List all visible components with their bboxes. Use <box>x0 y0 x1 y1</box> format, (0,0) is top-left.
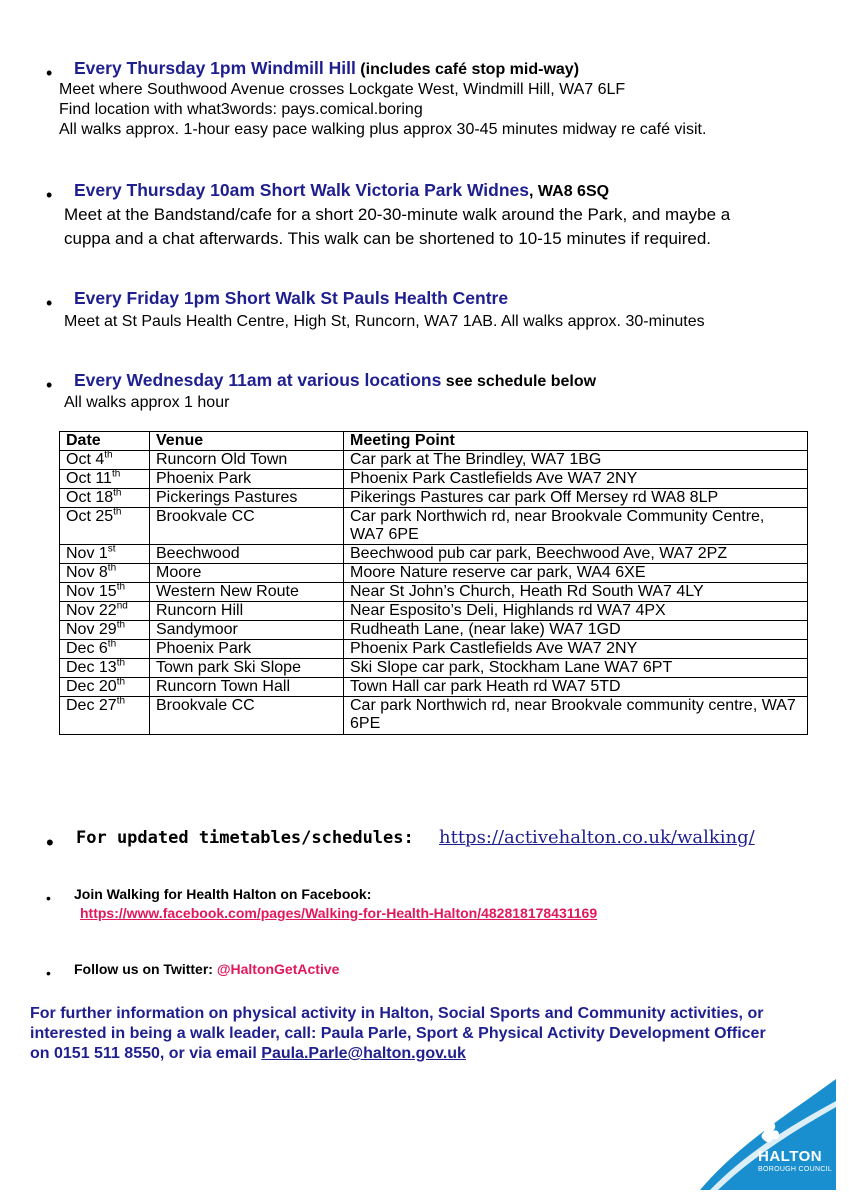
walk-2-line: cuppa and a chat afterwards. This walk can be shortened to 10-15 minutes if required. <box>64 229 712 248</box>
twitter-handle[interactable]: @HaltonGetActive <box>216 961 340 977</box>
table-row <box>60 583 808 602</box>
logo-subtitle: BOROUGH COUNCIL <box>758 1166 833 1173</box>
walk-1-line: Meet where Southwood Avenue crosses Lockgate West, Windmill Hill, WA7 6LF <box>59 81 626 98</box>
meeting-cell: Town Hall car park Heath rd WA7 5TD <box>344 678 808 697</box>
date-cell: Oct 18th <box>60 489 150 508</box>
table-row <box>60 451 808 470</box>
table-row <box>60 602 808 621</box>
walk-2-line: Meet at the Bandstand/cafe for a short 20-30-minute walk around the Park, and maybe a <box>64 205 731 224</box>
date-cell: Dec 27th <box>60 697 150 735</box>
twitter-label: Follow us on Twitter: <box>74 961 217 977</box>
walk-4-line: All walks approx 1 hour <box>64 394 230 411</box>
facebook-link[interactable]: https://www.facebook.com/pages/Walking-for-Health-Halton/482818178431169 <box>80 905 598 921</box>
walk-2-heading <box>74 180 609 201</box>
venue-cell: Phoenix Park <box>150 640 344 659</box>
walk-3-title: Every Friday 1pm Short Walk St Pauls Health Centre <box>74 288 509 308</box>
walk-3-line: Meet at St Pauls Health Centre, High St, Runcorn, WA7 1AB. All walks approx. 30-minutes <box>64 313 705 330</box>
walk-3-details <box>64 312 824 332</box>
table-row <box>60 545 808 564</box>
date-cell: Nov 22nd <box>60 602 150 621</box>
table-header-row <box>60 432 808 451</box>
bullet: • <box>46 185 53 205</box>
table-row <box>60 640 808 659</box>
meeting-cell: Moore Nature reserve car park, WA4 6XE <box>344 564 808 583</box>
meeting-cell: Ski Slope car park, Stockham Lane WA7 6PT <box>344 659 808 678</box>
bullet: • <box>46 375 53 395</box>
meeting-cell: Car park at The Brindley, WA7 1BG <box>344 451 808 470</box>
date-cell: Nov 15th <box>60 583 150 602</box>
meeting-cell: Rudheath Lane, (near lake) WA7 1GD <box>344 621 808 640</box>
contact-email-link[interactable]: Paula.Parle@halton.gov.uk <box>261 1045 466 1062</box>
header-date: Date <box>60 432 150 451</box>
table-row <box>60 489 808 508</box>
venue-cell: Sandymoor <box>150 621 344 640</box>
facebook-label: Join Walking for Health Halton on Facebook: <box>74 886 372 902</box>
schedule-table <box>59 431 808 735</box>
logo-name: HALTON <box>758 1148 823 1165</box>
venue-cell: Runcorn Hill <box>150 602 344 621</box>
table-row <box>60 697 808 735</box>
halton-logo <box>700 1073 836 1190</box>
walk-1-line: Find location with what3words: pays.comical.boring <box>59 101 423 118</box>
meeting-cell: Car park Northwich rd, near Brookvale community centre, WA7 6PE <box>344 697 808 735</box>
date-cell: Dec 6th <box>60 640 150 659</box>
walk-4-title: Every Wednesday 11am at various locations <box>74 370 442 390</box>
venue-cell: Brookvale CC <box>150 697 344 735</box>
walk-2-suffix: , WA8 6SQ <box>529 183 610 200</box>
meeting-cell: Phoenix Park Castlefields Ave WA7 2NY <box>344 640 808 659</box>
meeting-cell: Near Esposito’s Deli, Highlands rd WA7 4PX <box>344 602 808 621</box>
walk-1-heading <box>74 58 579 79</box>
date-cell: Oct 25th <box>60 508 150 545</box>
timetables-label: For updated timetables/schedules: <box>76 828 414 848</box>
venue-cell: Runcorn Town Hall <box>150 678 344 697</box>
twitter-line <box>74 961 339 977</box>
walk-1-title: Every Thursday 1pm Windmill Hill <box>74 58 356 78</box>
venue-cell: Brookvale CC <box>150 508 344 545</box>
table-row <box>60 564 808 583</box>
walk-2-details <box>64 203 824 251</box>
venue-cell: Town park Ski Slope <box>150 659 344 678</box>
walk-4-suffix: see schedule below <box>441 373 597 390</box>
venue-cell: Runcorn Old Town <box>150 451 344 470</box>
contact-text: For further information on physical activity in Halton, Social Sports and Community activities, or interested in being a walk leader, call: Paula Parle, Sport & Physical Activity Development Officer on 0151 511 8550, or via email <box>30 1005 766 1062</box>
bullet: • <box>46 293 53 313</box>
meeting-cell: Pikerings Pastures car park Off Mersey rd WA8 8LP <box>344 489 808 508</box>
date-cell: Nov 1st <box>60 545 150 564</box>
venue-cell: Moore <box>150 564 344 583</box>
bullet: • <box>46 890 51 906</box>
meeting-cell: Phoenix Park Castlefields Ave WA7 2NY <box>344 470 808 489</box>
date-cell: Dec 20th <box>60 678 150 697</box>
header-venue: Venue <box>150 432 344 451</box>
contact-paragraph <box>30 1004 770 1064</box>
walk-4-details <box>64 393 229 413</box>
table-row <box>60 621 808 640</box>
venue-cell: Beechwood <box>150 545 344 564</box>
date-cell: Nov 8th <box>60 564 150 583</box>
table-row <box>60 508 808 545</box>
meeting-cell: Near St John’s Church, Heath Rd South WA7 4LY <box>344 583 808 602</box>
bullet: • <box>46 830 54 855</box>
date-cell: Oct 4th <box>60 451 150 470</box>
table-row <box>60 678 808 697</box>
venue-cell: Pickerings Pastures <box>150 489 344 508</box>
meeting-cell: Car park Northwich rd, near Brookvale Community Centre, WA7 6PE <box>344 508 808 545</box>
header-meeting-point: Meeting Point <box>344 432 808 451</box>
bullet: • <box>46 965 51 981</box>
date-cell: Nov 29th <box>60 621 150 640</box>
walk-1-suffix: (includes café stop mid-way) <box>355 61 580 78</box>
table-row <box>60 659 808 678</box>
walk-3-heading <box>74 288 508 309</box>
venue-cell: Phoenix Park <box>150 470 344 489</box>
walk-2-title: Every Thursday 10am Short Walk Victoria Park Widnes <box>74 180 530 200</box>
date-cell: Dec 13th <box>60 659 150 678</box>
table-row <box>60 470 808 489</box>
timetables-link[interactable]: https://activehalton.co.uk/walking/ <box>439 827 755 848</box>
date-cell: Oct 11th <box>60 470 150 489</box>
meeting-cell: Beechwood pub car park, Beechwood Ave, WA7 2PZ <box>344 545 808 564</box>
walk-1-line: All walks approx. 1-hour easy pace walking plus approx 30-45 minutes midway re café visit. <box>59 121 707 138</box>
walk-1-details <box>59 80 819 140</box>
bullet: • <box>46 63 53 83</box>
walk-4-heading <box>74 370 596 391</box>
venue-cell: Western New Route <box>150 583 344 602</box>
